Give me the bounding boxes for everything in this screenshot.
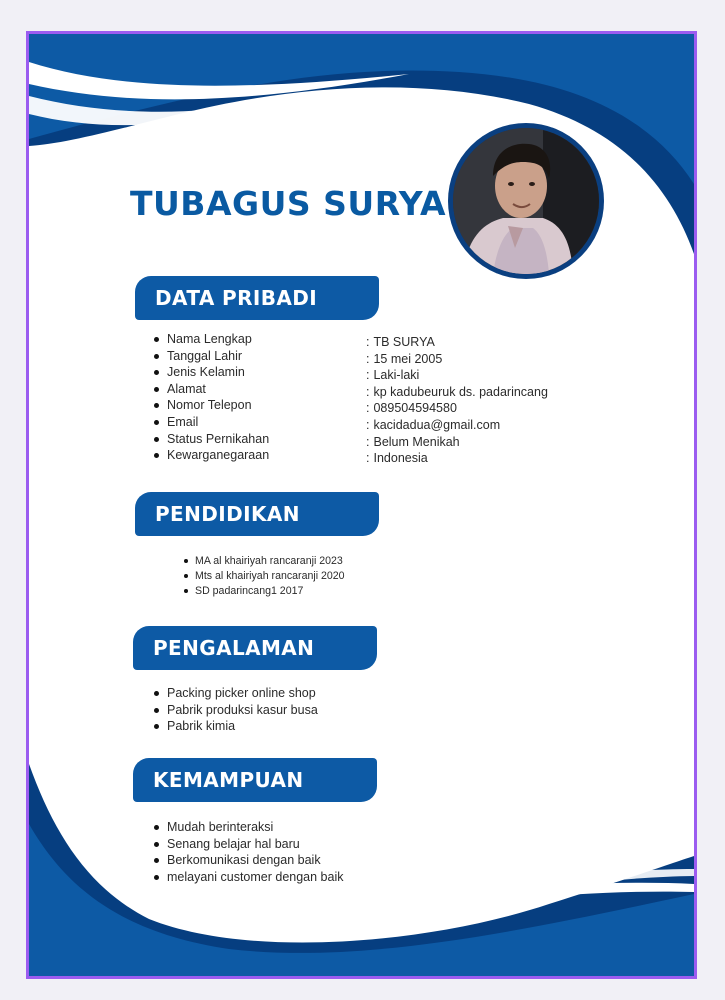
section-header-pendidikan: PENDIDIKAN bbox=[135, 492, 379, 536]
profile-photo-image bbox=[453, 128, 599, 274]
list-item: Tanggal Lahir bbox=[154, 348, 269, 365]
personal-values-list bbox=[366, 334, 548, 467]
section-header-pengalaman: PENGALAMAN bbox=[133, 626, 377, 670]
experience-list bbox=[154, 685, 318, 735]
value-item: : 15 mei 2005 bbox=[366, 351, 443, 366]
list-item: Kewarganegaraan bbox=[154, 447, 269, 464]
list-item: Email bbox=[154, 414, 269, 431]
list-item: SD padarincang1 2017 bbox=[184, 584, 345, 599]
list-item: MA al khairiyah rancaranji 2023 bbox=[184, 554, 345, 569]
list-item: Packing picker online shop bbox=[154, 685, 318, 702]
section-header-data-pribadi: DATA PRIBADI bbox=[135, 276, 379, 320]
list-item: Pabrik kimia bbox=[154, 718, 318, 735]
value-text: kp kadubeuruk ds. padarincang bbox=[373, 384, 548, 399]
value-item: : kp kadubeuruk ds. padarincang bbox=[366, 384, 548, 399]
list-item: Nama Lengkap bbox=[154, 331, 269, 348]
value-text: Laki-laki bbox=[373, 368, 420, 383]
value-item: : Belum Menikah bbox=[366, 434, 460, 449]
list-item: melayani customer dengan baik bbox=[154, 869, 344, 886]
value-text: Belum Menikah bbox=[373, 434, 460, 449]
value-item: : 089504594580 bbox=[366, 401, 457, 416]
value-text: kacidadua@gmail.com bbox=[373, 417, 501, 432]
personal-labels-list bbox=[154, 331, 269, 464]
list-item: Pabrik produksi kasur busa bbox=[154, 702, 318, 719]
education-list bbox=[184, 554, 345, 598]
list-item: Mts al khairiyah rancaranji 2020 bbox=[184, 569, 345, 584]
list-item: Alamat bbox=[154, 381, 269, 398]
profile-photo bbox=[448, 123, 604, 279]
list-item: Mudah berinteraksi bbox=[154, 819, 344, 836]
list-item: Jenis Kelamin bbox=[154, 364, 269, 381]
value-text: TB SURYA bbox=[373, 335, 435, 349]
list-item: Nomor Telepon bbox=[154, 397, 269, 414]
value-item: : Laki-laki bbox=[366, 368, 420, 383]
list-item: Senang belajar hal baru bbox=[154, 836, 344, 853]
person-name: TUBAGUS SURYA bbox=[130, 184, 447, 223]
value-item: : Indonesia bbox=[366, 451, 428, 466]
value-text: 15 mei 2005 bbox=[373, 351, 443, 366]
resume-page bbox=[26, 31, 697, 979]
value-text: Indonesia bbox=[373, 451, 428, 466]
value-item: : kacidadua@gmail.com bbox=[366, 417, 501, 432]
list-item: Status Pernikahan bbox=[154, 431, 269, 448]
person-silhouette bbox=[453, 128, 599, 274]
value-item: : TB SURYA bbox=[366, 335, 435, 349]
value-text: 089504594580 bbox=[373, 401, 457, 416]
section-header-kemampuan: KEMAMPUAN bbox=[133, 758, 377, 802]
list-item: Berkomunikasi dengan baik bbox=[154, 852, 344, 869]
skills-list bbox=[154, 819, 344, 885]
